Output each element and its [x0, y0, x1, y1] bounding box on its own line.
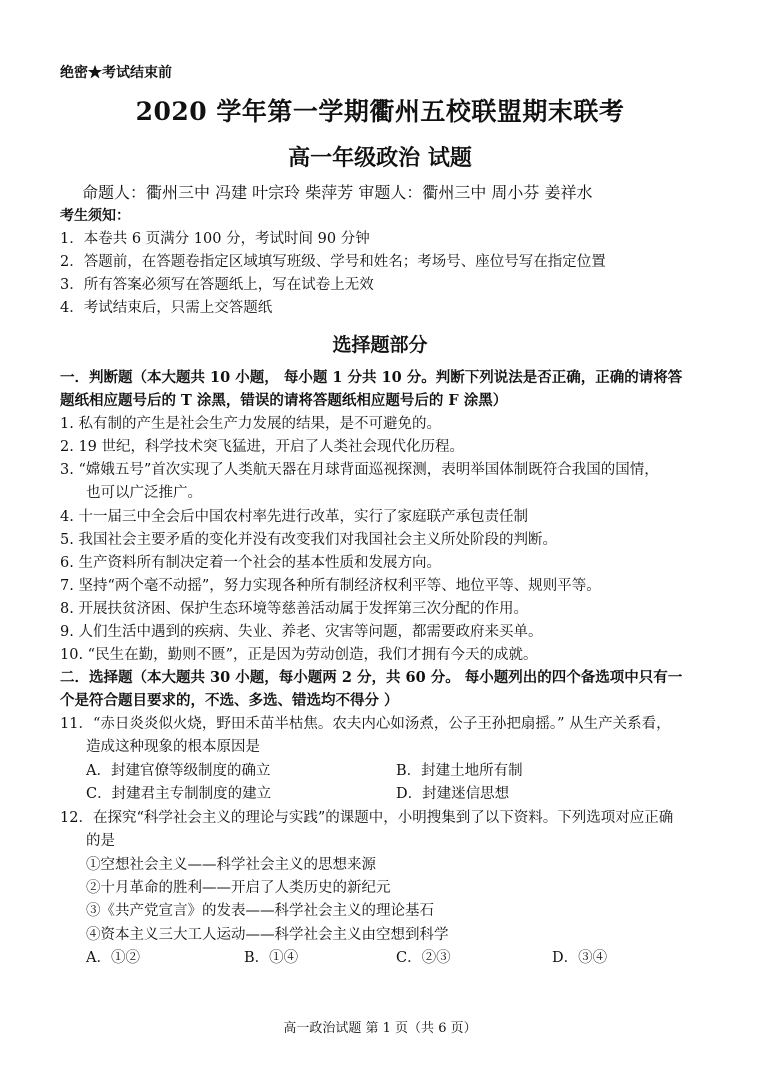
question-12-statement: ④资本主义三大工人运动——科学社会主义由空想到科学: [86, 927, 449, 943]
question-12-option-c: C．②③: [396, 950, 451, 966]
notice-item: 4．考试结束后，只需上交答题纸: [60, 300, 273, 316]
question-12-option-a: A．①②: [86, 950, 140, 966]
part1-heading: 一．判断题（本大题共 10 小题， 每小题 1 分共 10 分。判断下列说法是否正确，正确的请将答: [60, 369, 683, 386]
question-12-option-b: B．①④: [244, 950, 299, 966]
question-12-statement: ②十月革命的胜利——开启了人类历史的新纪元: [86, 880, 391, 896]
part2-heading: 二．选择题（本大题共 30 小题，每小题两 2 分，共 60 分。 每小题列出的四个备选项中只有一: [60, 669, 683, 686]
page-footer: 高一政治试题 第 1 页（共 6 页）: [283, 1021, 477, 1036]
notice-item: 2．答题前，在答题卷指定区域填写班级、学号和姓名；考场号、座位号写在指定位置: [60, 254, 606, 270]
question-11-option-c: C．封建君主专制制度的建立: [86, 786, 272, 802]
judgment-item: 7. 坚持“两个毫不动摇”，努力实现各种所有制经济权利平等、地位平等、规则平等。: [60, 578, 601, 594]
exam-title: 2020 学年第一学期衢州五校联盟期末联考: [135, 97, 625, 126]
question-12-statement: ①空想社会主义——科学社会主义的思想来源: [86, 857, 376, 873]
question-12-option-d: D．③④: [552, 950, 608, 966]
question-11-option-d: D．封建迷信思想: [396, 786, 510, 802]
section-title: 选择题部分: [332, 334, 428, 356]
judgment-item: 10. “民生在勤，勤则不匮”，正是因为劳动创造，我们才拥有今天的成就。: [60, 647, 538, 663]
judgment-item: 8. 开展扶贫济困、保护生态环境等慈善活动属于发挥第三次分配的作用。: [60, 601, 528, 617]
question-12-stem: 12．在探究“科学社会主义的理论与实践”的课题中，小明搜集到了以下资料。下列选项对应正确: [60, 810, 674, 826]
part1-heading-cont: 题纸相应题号后的 T 涂黑，错误的请将答题纸相应题号后的 F 涂黑）: [60, 392, 508, 409]
notice-item: 1．本卷共 6 页满分 100 分，考试时间 90 分钟: [60, 231, 370, 247]
question-11-option-b: B．封建土地所有制: [396, 763, 523, 779]
notice-heading: 考生须知：: [60, 208, 130, 224]
question-11-stem-cont: 造成这种现象的根本原因是: [86, 739, 260, 755]
part2-heading-cont: 个是符合题目要求的，不选、多选、错选均不得分 ）: [60, 692, 399, 709]
judgment-item: 9. 人们生活中遇到的疾病、失业、养老、灾害等问题，都需要政府来买单。: [60, 624, 543, 640]
question-11-stem: 11．“赤日炎炎似火烧，野田禾苗半枯焦。农夫内心如汤煮，公子王孙把扇摇。” 从生产关系看，: [60, 716, 671, 732]
judgment-item: 3. “嫦娥五号”首次实现了人类航天器在月球背面巡视探测，表明举国体制既符合我国的国情，: [60, 462, 659, 478]
authors-line: 命题人：衢州三中 冯建 叶宗玲 柴萍芳 审题人：衢州三中 周小芬 姜祥水: [82, 183, 593, 202]
judgment-item: 4. 十一届三中全会后中国农村率先进行改革，实行了家庭联产承包责任制: [60, 509, 528, 525]
judgment-item: 5. 我国社会主要矛盾的变化并没有改变我们对我国社会主义所处阶段的判断。: [60, 532, 557, 548]
notice-item: 3．所有答案必须写在答题纸上，写在试卷上无效: [60, 277, 374, 293]
judgment-item-cont: 也可以广泛推广。: [86, 485, 202, 501]
judgment-item: 1. 私有制的产生是社会生产力发展的结果，是不可避免的。: [60, 416, 441, 432]
question-12-stem-cont: 的是: [86, 833, 115, 849]
judgment-item: 2. 19 世纪，科学技术突飞猛进，开启了人类社会现代化历程。: [60, 439, 465, 455]
question-11-option-a: A．封建官僚等级制度的确立: [86, 763, 271, 779]
confidential-label: 绝密★考试结束前: [60, 65, 172, 81]
judgment-item: 6. 生产资料所有制决定着一个社会的基本性质和发展方向。: [60, 555, 441, 571]
exam-subtitle: 高一年级政治 试题: [288, 145, 472, 171]
question-12-statement: ③《共产党宣言》的发表——科学社会主义的理论基石: [86, 903, 434, 919]
